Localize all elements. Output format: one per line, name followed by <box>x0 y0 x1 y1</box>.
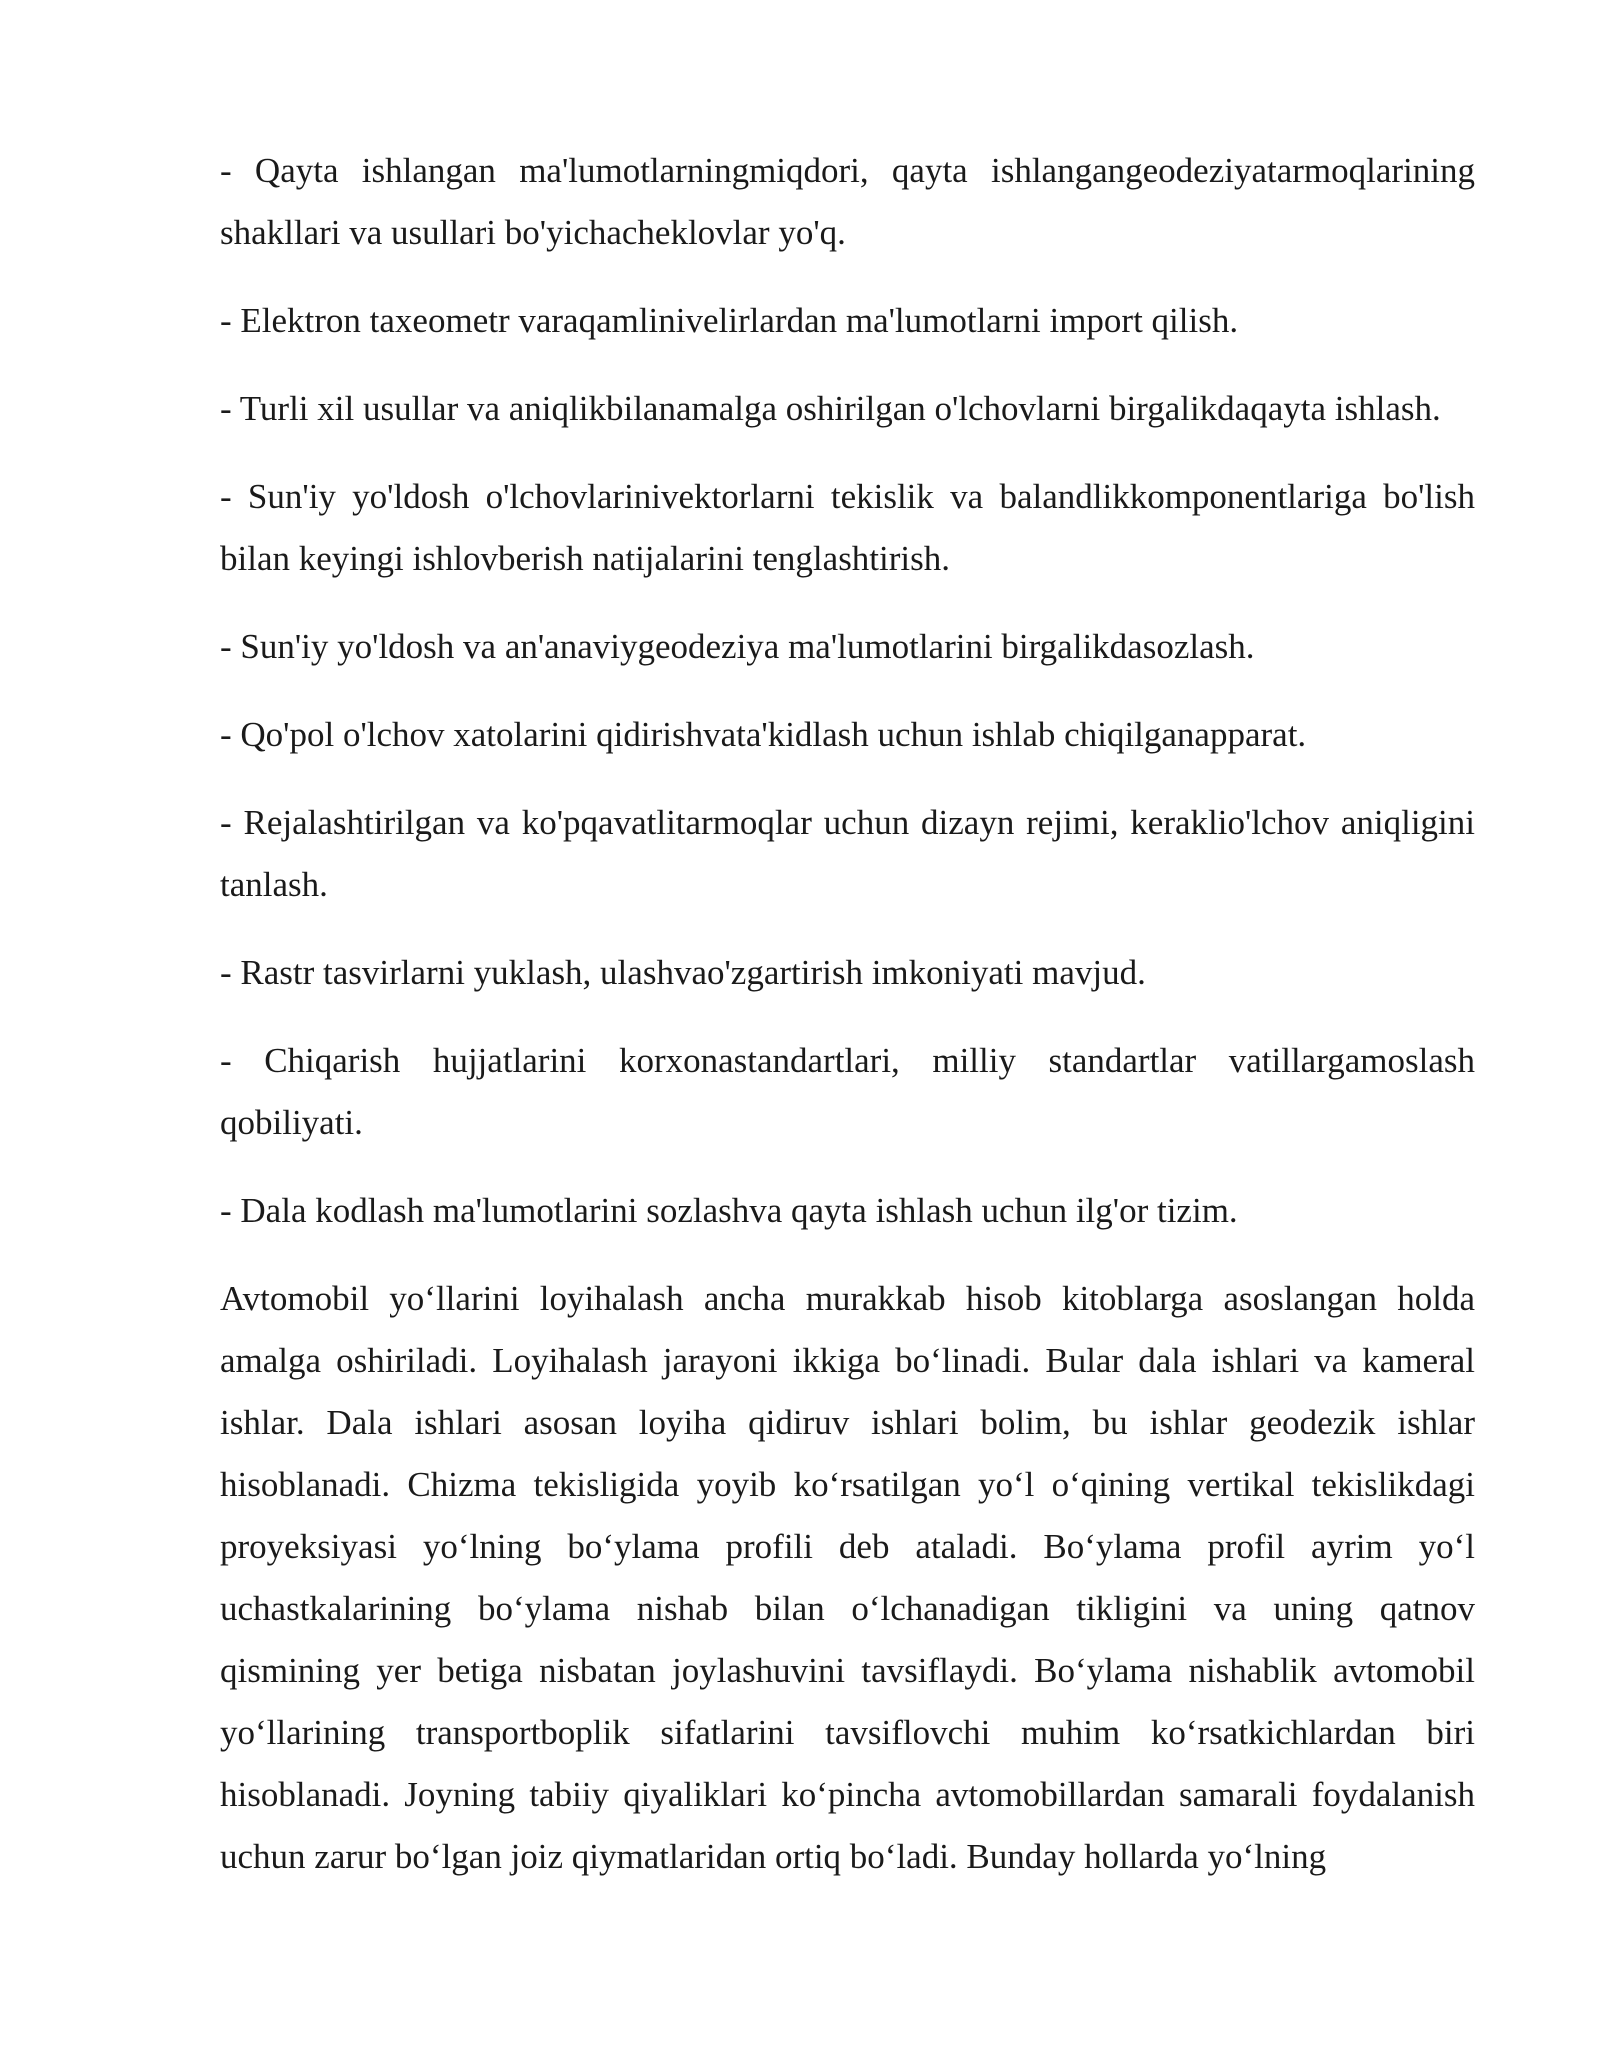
list-item: - Rejalashtirilgan va ko'pqavatlitarmoqlar uchun dizayn rejimi, keraklio'lchov aniqligini tanlash. <box>220 803 1475 904</box>
list-item: - Sun'iy yo'ldosh va an'anaviygeodeziya ma'lumotlarini birgalikdasozlash. <box>220 627 1255 666</box>
list-item: - Chiqarish hujjatlarini korxonastandartlari, milliy standartlar vatillargamoslash qobiliyati. <box>220 1041 1475 1142</box>
list-item: - Rastr tasvirlarni yuklash, ulashvao'zgartirish imkoniyati mavjud. <box>220 953 1146 992</box>
document-body <box>220 140 1475 1888</box>
list-item: - Elektron taxeometr varaqamlinivelirlardan ma'lumotlarni import qilish. <box>220 301 1239 340</box>
list-item: - Sun'iy yo'ldosh o'lchovlarinivektorlarni tekislik va balandlikkomponentlariga bo'lish bilan keyingi ishlovberish natijalarini tenglashtirish. <box>220 477 1475 578</box>
list-item: - Dala kodlash ma'lumotlarini sozlashva qayta ishlash uchun ilg'or tizim. <box>220 1191 1238 1230</box>
list-item: - Turli xil usullar va aniqlikbilanamalga oshirilgan o'lchovlarni birgalikdaqayta ishlash. <box>220 389 1441 428</box>
list-item: - Qayta ishlangan ma'lumotlarningmiqdori, qayta ishlangangeodeziyatarmoqlarining shakllari va usullari bo'yichacheklovlar yo'q. <box>220 151 1475 252</box>
list-item: - Qo'pol o'lchov xatolarini qidirishvata'kidlash uchun ishlab chiqilganapparat. <box>220 715 1307 754</box>
body-paragraph: Avtomobil yo‘llarini loyihalash ancha murakkab hisob kitoblarga asoslangan holda amalga oshiriladi. Loyihalash jarayoni ikkiga bo‘linadi. Bular dala ishlari va kameral ishlar. Dala ishlari asosan loyiha qidiruv ishlari bolim, bu ishlar geodezik ishlar hisoblanadi. Chizma tekisligida yoyib ko‘rsatilgan yo‘l o‘qining vertikal tekislikdagi proyeksiyasi yo‘lning bo‘ylama profili deb ataladi. Bo‘ylama profil ayrim yo‘l uchastkalarining bo‘ylama nishab bilan o‘lchanadigan tikligini va uning qatnov qismining yer betiga nisbatan joylashuvini tavsiflaydi. Bo‘ylama nishablik avtomobil yo‘llarining transportboplik sifatlarini tavsiflovchi muhim ko‘rsatkichlardan biri hisoblanadi. Joyning tabiiy qiyaliklari ko‘pincha avtomobillardan samarali foydalanish uchun zarur bo‘lgan joiz qiymatlaridan ortiq bo‘ladi. Bunday hollarda yo‘lning <box>220 1279 1475 1876</box>
